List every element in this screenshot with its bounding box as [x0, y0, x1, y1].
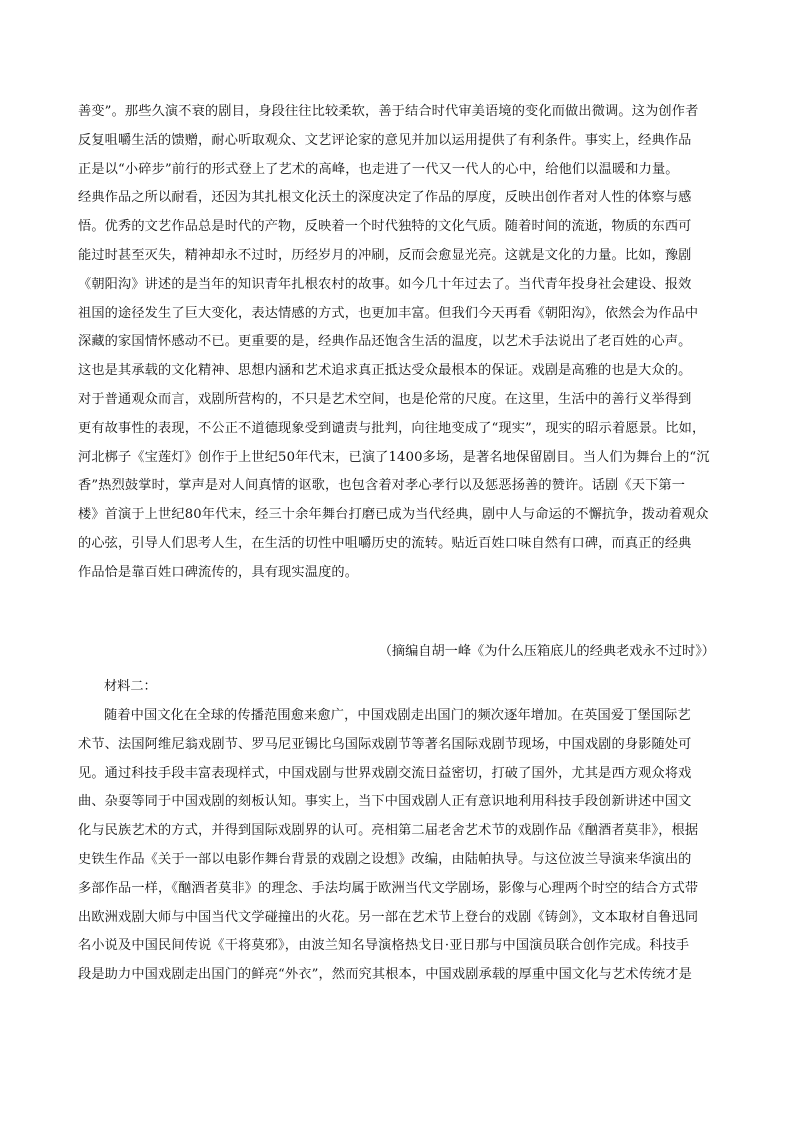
paragraph-line: 祖国的途径发生了巨大变化，表达情感的方式，也更加丰富。但我们今天再看《朝阳沟》，依然会为作品中	[78, 305, 699, 321]
paragraph-line: 名小说及中国民间传说《干将莫邪》，由波兰知名导演格热戈日·亚日那与中国演员联合创作完成。科技手	[78, 938, 690, 954]
paragraph-line: 《朝阳沟》讲述的是当年的知识青年扎根农村的故事。如今几十年过去了。当代青年投身社会建设、报效	[78, 276, 692, 292]
paragraph-line: 反复咀嚼生活的馈赠，耐心听取观众、文艺评论家的意见并加以运用提供了有利条件。事实上，经典作品	[78, 132, 692, 148]
paragraph-line: 楼》首演于上世纪80年代末，经三十余年舞台打磨已成为当代经典，剧中人与命运的不懈抗争，拨动着观众	[78, 507, 709, 523]
paragraph-line: 正是以“小碎步”前行的形式登上了艺术的高峰，也走进了一代又一代人的心中，给他们以温暖和力量。	[78, 161, 679, 177]
paragraph-line: 的心弦，引导人们思考人生，在生活的切性中咀嚼历史的流转。贴近百姓口味自然有口碑，而真正的经典	[78, 535, 692, 551]
paragraph-line: 见。通过科技手段丰富表现样式，中国戏剧与世界戏剧交流日益密切，打破了国外，尤其是西方观众将戏	[78, 765, 692, 781]
paragraph-line: 多部作品一样，《酗酒者莫非》的理念、手法均属于欧洲当代文学剧场，影像与心理两个时空的结合方式带	[78, 880, 699, 896]
paragraph-line: 悟。优秀的文艺作品总是时代的产物，反映着一个时代独特的文化气质。随着时间的流逝，物质的东西可	[78, 219, 692, 235]
paragraph-line: 随着中国文化在全球的传播范围愈来愈广，中国戏剧走出国门的频次逐年增加。在英国爱丁堡国际艺	[104, 708, 691, 723]
paragraph-line: 河北梆子《宝莲灯》创作于上世纪50年代末，已演了1400多场，是著名地保留剧目。当人们为舞台上的“沉	[78, 449, 710, 465]
paragraph-line: 史铁生作品《关于一部以电影作舞台背景的戏剧之设想》改编，由陆帕执导。与这位波兰导演来华演出的	[78, 851, 692, 867]
material-one-body	[78, 98, 718, 588]
paragraph-line: 香”热烈鼓掌时，掌声是对人间真情的讴歌，也包含着对孝心孝行以及惩恶扬善的赞许。话剧《天下第一	[78, 478, 686, 494]
paragraph-line: 更有故事性的表现，不公正不道德现象受到谴责与批判，向往地变成了“现实”，现实的昭示着愿景。比如，	[78, 420, 706, 436]
paragraph-line: 能过时甚至灭失，精神却永不过时，历经岁月的冲刷，反而会愈显光亮。这就是文化的力量。比如，豫剧	[78, 247, 692, 263]
paragraph-line: 对于普通观众而言，戏剧所营构的，不只是艺术空间，也是伦常的尺度。在这里，生活中的善行义举得到	[78, 391, 692, 407]
paragraph-line: 这也是其承载的文化精神、思想内涵和艺术追求真正抵达受众最根本的保证。戏剧是高雅的也是大众的。	[78, 363, 692, 379]
paragraph-line: 曲、杂耍等同于中国戏剧的刻板认知。事实上，当下中国戏剧人正有意识地利用科技手段创新讲述中国文	[78, 794, 692, 810]
paragraph-line: 段是助力中国戏剧走出国门的鲜亮“外衣”，然而究其根本，中国戏剧承载的厚重中国文化与艺术传统才是	[78, 967, 692, 983]
section-heading: 材料二：	[104, 679, 157, 694]
material-two-body	[78, 702, 718, 990]
paragraph-line: 经典作品之所以耐看，还因为其扎根文化沃土的深度决定了作品的厚度，反映出创作者对人性的体察与感	[78, 190, 692, 206]
paragraph-line: 善变”。那些久演不衰的剧目，身段往往比较柔软，善于结合时代审美语境的变化而做出微调。这为创作者	[78, 104, 699, 119]
paragraph-line: 术节、法国阿维尼翁戏剧节、罗马尼亚锡比乌国际戏剧节等著名国际戏剧节现场，中国戏剧的身影随处可	[78, 736, 692, 752]
paragraph-line: 深藏的家国情怀感动不已。更重要的是，经典作品还饱含生活的温度，以艺术手法说出了老百姓的心声。	[78, 334, 692, 350]
paragraph-line: 出欧洲戏剧大师与中国当代文学碰撞出的火花。另一部在艺术节上登台的戏剧《铸剑》，文本取材自鲁迅同	[78, 909, 699, 925]
source-citation: （摘编自胡一峰《为什么压箱底儿的经典老戏永不过时》）	[378, 644, 715, 659]
paragraph-line: 化与民族艺术的方式，并得到国际戏剧界的认可。亮相第二届老舍艺术节的戏剧作品《酗酒者莫非》，根据	[78, 823, 699, 839]
paragraph-line: 作品恰是靠百姓口碑流传的，具有现实温度的。	[78, 564, 359, 580]
